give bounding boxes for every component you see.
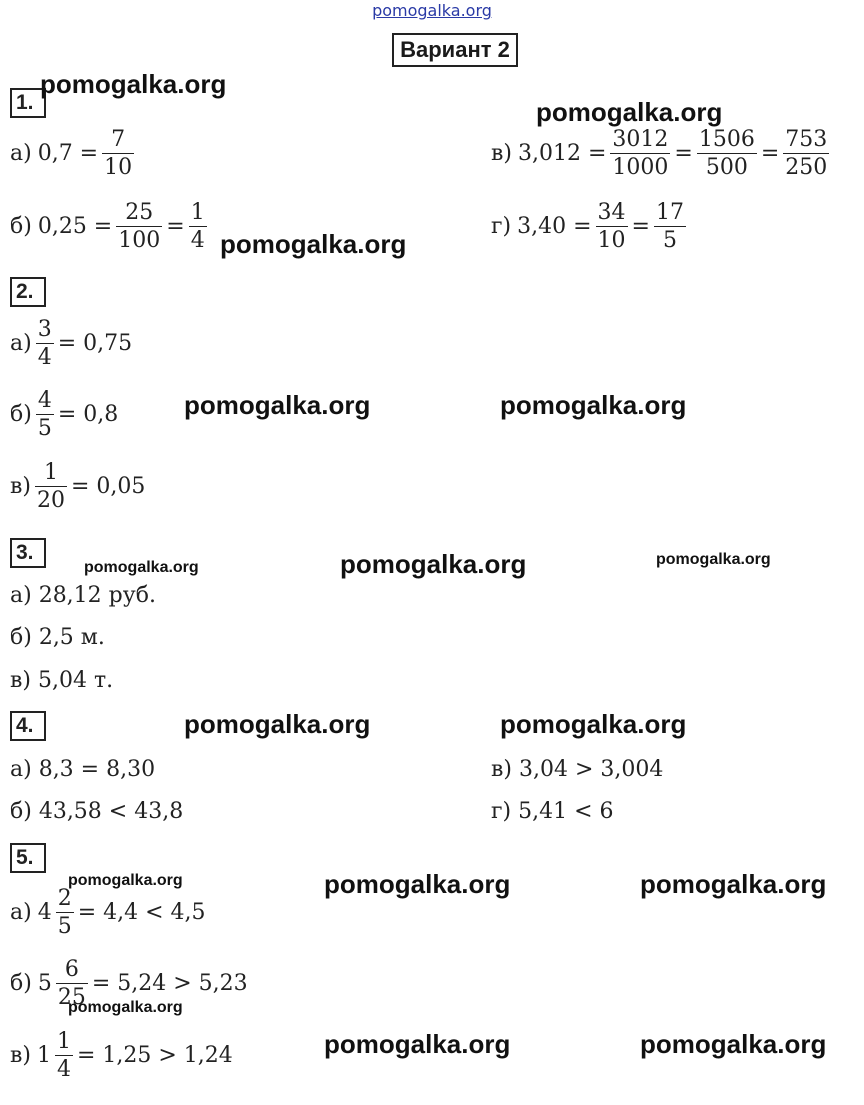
task-1-answer-a [10, 128, 138, 179]
fraction-denominator: 10 [104, 155, 133, 181]
watermark: pomogalka.org [656, 551, 771, 568]
fraction-numerator: 1 [190, 200, 205, 225]
watermark: pomogalka.org [324, 869, 511, 899]
task-2-number: 2. [10, 277, 46, 307]
task-3-answer-b: б) 2,5 м. [10, 625, 105, 650]
task-1-answer-b [10, 201, 211, 252]
watermark: pomogalka.org [40, 69, 227, 99]
fraction-numerator: 25 [125, 200, 154, 225]
fraction [36, 318, 54, 369]
task-4-answer-g: г) 5,41 < 6 [491, 799, 614, 824]
answer-label: г) [491, 213, 512, 239]
equals-sign: = [674, 140, 693, 166]
fraction-denominator: 100 [118, 228, 161, 254]
task-4-number: 4. [10, 711, 46, 741]
fraction [35, 461, 67, 512]
equals-sign: = [631, 213, 650, 239]
task-3-answer-v: в) 5,04 т. [10, 668, 114, 693]
fraction [56, 887, 74, 938]
task-2-answer-a [10, 318, 132, 369]
answer-label: в) [491, 140, 512, 166]
watermark: pomogalka.org [184, 709, 371, 739]
fraction [189, 201, 207, 252]
fraction [116, 201, 162, 252]
task-5-answer-v [10, 1030, 233, 1081]
watermark: pomogalka.org [500, 709, 687, 739]
variant-title: Вариант 2 [392, 33, 518, 67]
fraction [596, 201, 628, 252]
answer-result: = 0,05 [70, 473, 146, 499]
fraction-denominator: 4 [37, 345, 52, 371]
fraction-denominator: 5 [57, 914, 72, 940]
fraction [654, 201, 686, 252]
fraction [102, 128, 134, 179]
fraction [55, 1030, 73, 1081]
answer-label: б) [10, 213, 32, 239]
fraction-numerator: 1 [43, 460, 58, 485]
task-2-answer-v [10, 461, 145, 512]
answer-result: = 0,8 [57, 401, 119, 427]
fraction-numerator: 1 [56, 1029, 71, 1054]
fraction-denominator: 4 [190, 228, 205, 254]
fraction-denominator: 5 [37, 416, 52, 442]
site-link[interactable]: pomogalka.org [372, 1, 492, 20]
fraction-numerator: 753 [785, 127, 828, 152]
task-5-number: 5. [10, 843, 46, 873]
answer-label: б) [10, 970, 32, 996]
fraction [697, 128, 757, 179]
mixed-whole: 1 [36, 1042, 51, 1068]
watermark: pomogalka.org [68, 872, 183, 889]
fraction-numerator: 3012 [612, 127, 669, 152]
task-3-number: 3. [10, 538, 46, 568]
task-3-answer-a: а) 28,12 руб. [10, 583, 156, 608]
fraction-numerator: 4 [37, 388, 52, 413]
answer-result: = 1,25 > 1,24 [76, 1042, 233, 1068]
watermark: pomogalka.org [500, 390, 687, 420]
fraction [36, 389, 54, 440]
fraction-numerator: 6 [64, 957, 79, 982]
fraction-numerator: 17 [655, 200, 684, 225]
mixed-whole: 4 [37, 899, 52, 925]
task-1-answer-g [491, 201, 690, 252]
watermark: pomogalka.org [340, 549, 527, 579]
fraction-numerator: 7 [111, 127, 126, 152]
fraction-numerator: 3 [37, 317, 52, 342]
watermark: pomogalka.org [640, 869, 827, 899]
watermark: pomogalka.org [536, 97, 723, 127]
answer-label: б) [10, 401, 32, 427]
answer-label: а) [10, 899, 32, 925]
fraction-denominator: 1000 [612, 155, 669, 181]
fraction [610, 128, 670, 179]
fraction-denominator: 250 [785, 155, 828, 181]
answer-expression: 0,7 = [37, 140, 99, 166]
answer-expression: 3,40 = [517, 213, 592, 239]
fraction [783, 128, 829, 179]
watermark: pomogalka.org [220, 229, 407, 259]
fraction-denominator: 5 [654, 226, 686, 252]
task-4-answer-v: в) 3,04 > 3,004 [491, 757, 664, 782]
answer-result: = 0,75 [57, 330, 133, 356]
watermark: pomogalka.org [324, 1029, 511, 1059]
answer-result: = 4,4 < 4,5 [77, 899, 206, 925]
watermark: pomogalka.org [68, 999, 183, 1016]
fraction-denominator: 4 [56, 1057, 71, 1083]
task-1-number: 1. [10, 88, 46, 118]
fraction-denominator: 10 [597, 228, 626, 254]
fraction-numerator: 34 [597, 200, 626, 225]
task-4-answer-a: а) 8,3 = 8,30 [10, 757, 156, 782]
equals-sign: = [166, 213, 185, 239]
watermark: pomogalka.org [184, 390, 371, 420]
answer-expression: 3,012 = [517, 140, 607, 166]
fraction-numerator: 1506 [698, 127, 755, 152]
fraction-numerator: 2 [57, 886, 72, 911]
fraction-denominator: 20 [36, 488, 65, 514]
task-1-answer-v [491, 128, 833, 179]
answer-label: в) [10, 1042, 31, 1068]
answer-result: = 5,24 > 5,23 [91, 970, 248, 996]
equals-sign: = [760, 140, 780, 166]
answer-label: а) [10, 140, 32, 166]
fraction-denominator: 25 [57, 985, 86, 1011]
watermark: pomogalka.org [84, 559, 199, 576]
mixed-whole: 5 [37, 970, 52, 996]
watermark: pomogalka.org [640, 1029, 827, 1059]
fraction-denominator: 500 [697, 153, 757, 179]
answer-label: в) [10, 473, 31, 499]
answer-expression: 0,25 = [37, 213, 113, 239]
task-5-answer-a [10, 887, 206, 938]
task-4-answer-b: б) 43,58 < 43,8 [10, 799, 184, 824]
task-2-answer-b [10, 389, 118, 440]
answer-label: а) [10, 330, 32, 356]
